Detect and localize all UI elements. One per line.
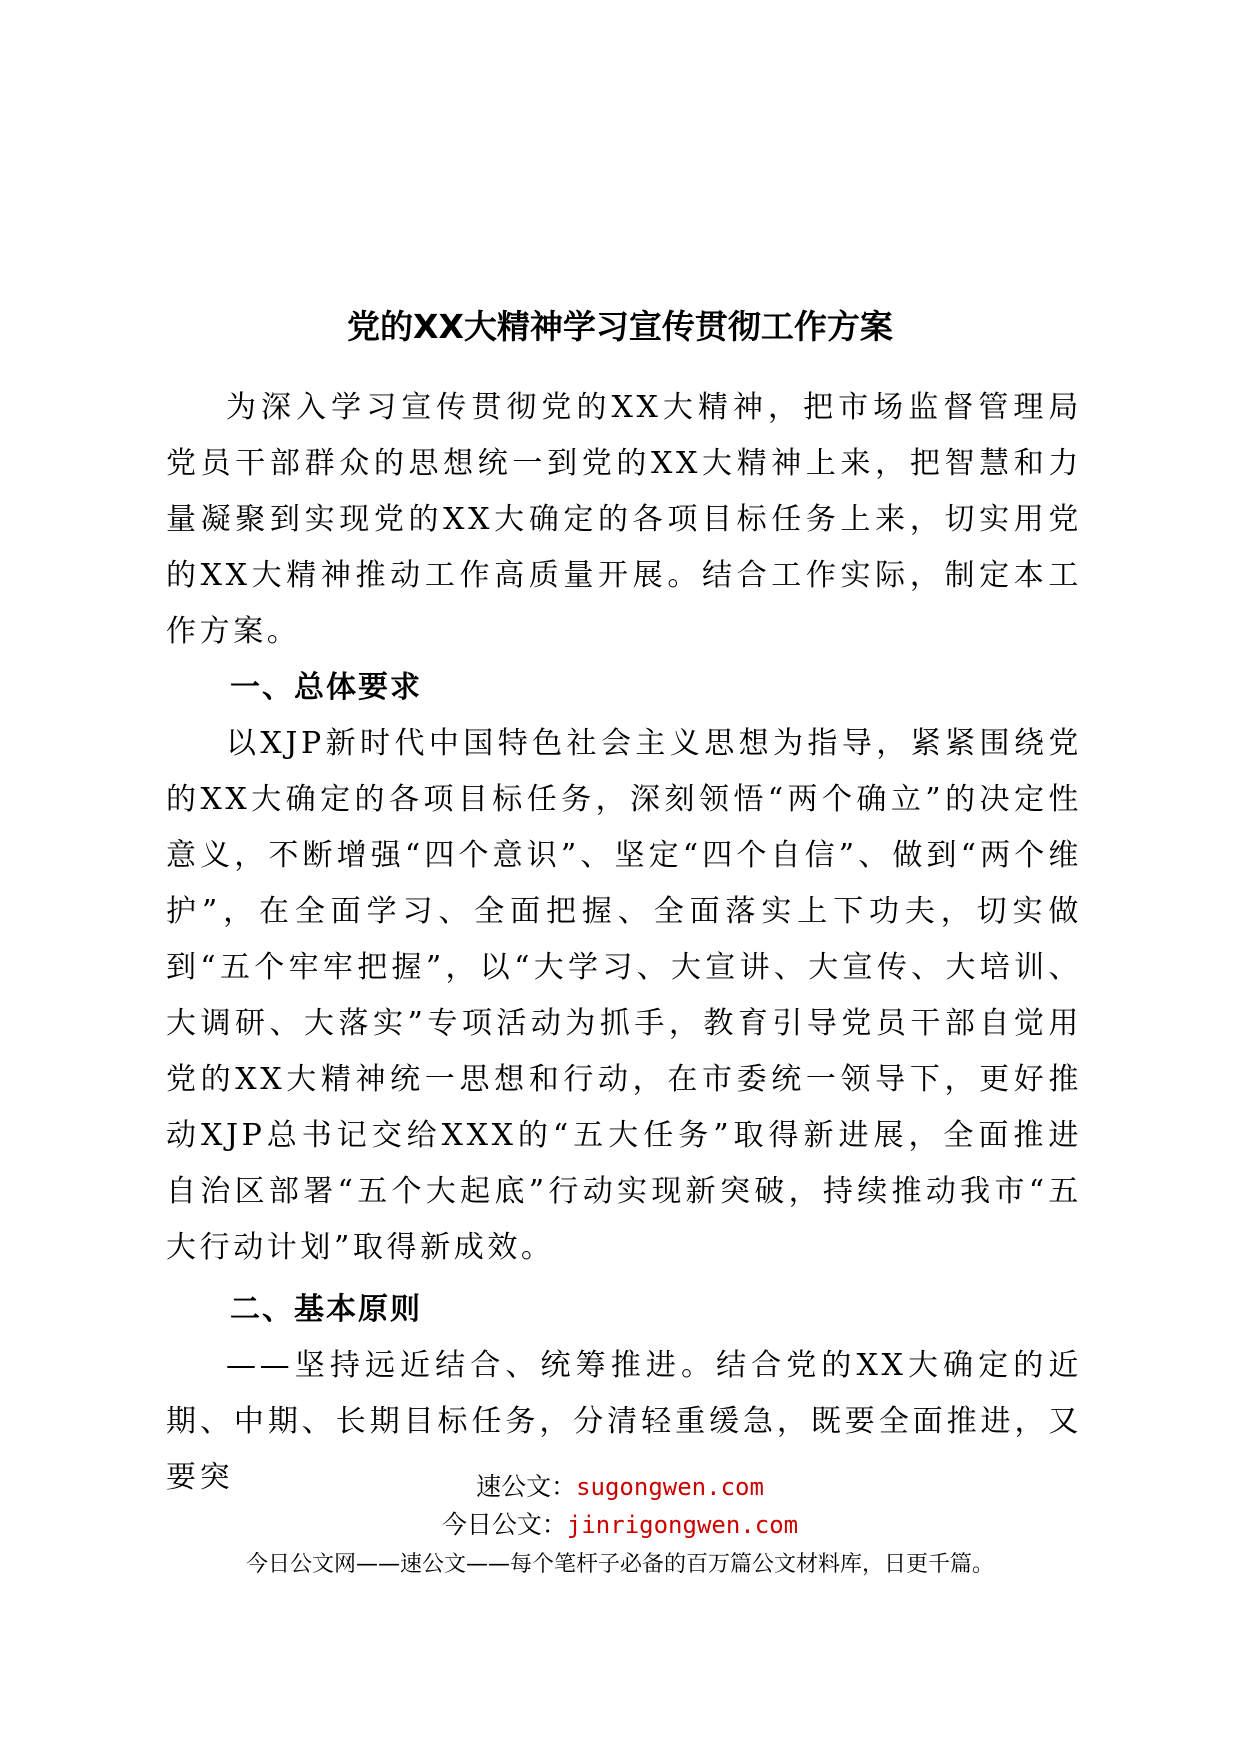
footer-slogan: 今日公文网——速公文——每个笔杆子必备的百万篇公文材料库，日更千篇。 [245,1552,994,1577]
section-heading-basic-principles: 二、基本原则 [230,1292,422,1327]
footer-link-sugongwen[interactable]: sugongwen.com [576,1473,764,1501]
section-heading-general-requirements: 一、总体要求 [230,670,422,705]
footer-watermark [0,1468,1240,1582]
intro-paragraph: 为深入学习宣传贯彻党的XX大精神，把市场监督管理局党员干部群众的思想统一到党的XX大精神上来，把智慧和力量凝聚到实现党的XX大确定的各项目标任务上来，切实用党的XX大精神推动工作高质量开展。结合工作实际，制定本工作方案。 [166,390,1082,649]
section-paragraph-general-requirements: 以XJP新时代中国特色社会主义思想为指导，紧紧围绕党的XX大确定的各项目标任务，深刻领悟“两个确立”的决定性意义，不断增强“四个意识”、坚定“四个自信”、做到“两个维护”，在全面学习、全面把握、全面落实上下功夫，切实做到“五个牢牢把握”，以“大学习、大宣讲、大宣传、大培训、大调研、大落实”专项活动为抓手，教育引导党员干部自觉用党的XX大精神统一思想和行动，在市委统一领导下，更好推动XJP总书记交给XXX的“五大任务”取得新进展，全面推进自治区部署“五个大起底”行动实现新突破，持续推动我市“五大行动计划”取得新成效。 [166,726,1082,1265]
footer-label-jinrigongwen: 今日公文： [441,1510,567,1539]
footer-line-jinrigongwen [0,1506,1240,1544]
footer-label-sugongwen: 速公文： [476,1472,577,1501]
document-body [166,380,1082,1506]
section-paragraph-basic-principles: ——坚持远近结合、统筹推进。结合党的XX大确定的近期、中期、长期目标任务，分清轻重缓急，既要全面推进，又要突 [166,1348,1082,1495]
footer-link-jinrigongwen[interactable]: jinrigongwen.com [566,1511,799,1539]
document-title: 党的XX大精神学习宣传贯彻工作方案 [347,307,893,346]
footer-line-sugongwen [0,1468,1240,1506]
